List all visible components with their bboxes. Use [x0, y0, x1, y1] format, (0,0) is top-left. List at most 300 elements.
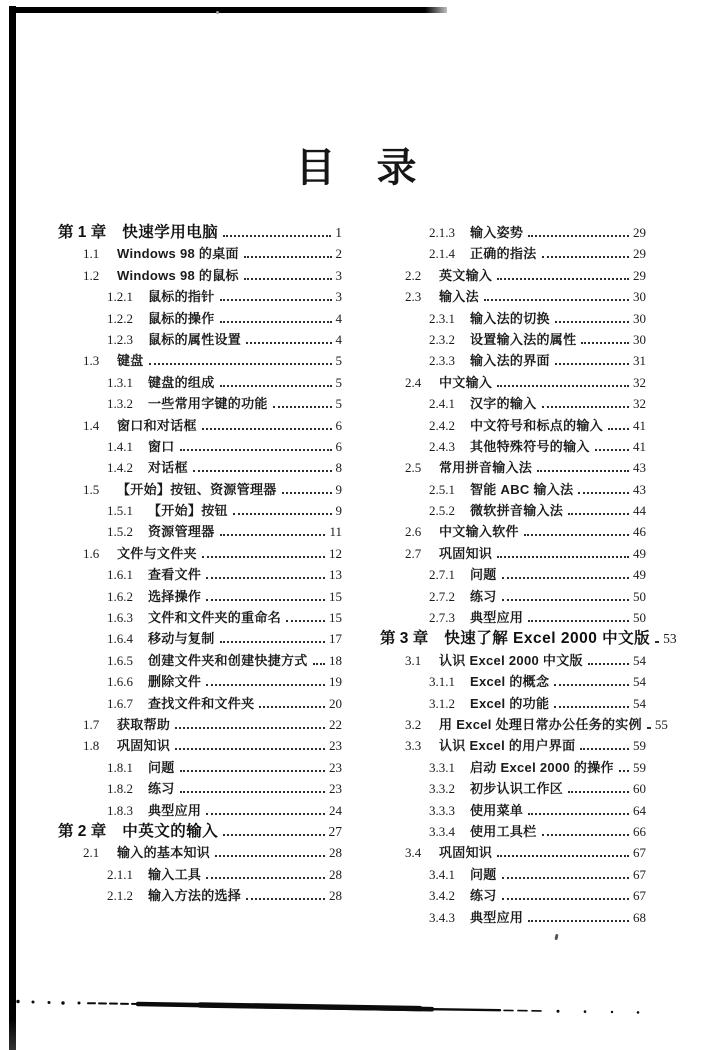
toc-entry-number: 3.3.4 — [429, 823, 455, 839]
toc-entry-number: 1.8.2 — [107, 781, 133, 797]
toc-entry-page: 1 — [335, 225, 342, 240]
toc-entry — [58, 864, 342, 885]
toc-entry — [58, 436, 342, 457]
toc-entry-page: 11 — [329, 524, 342, 540]
toc-entry-number: 1.6.5 — [107, 652, 133, 668]
toc-entry-title: 常用拼音输入法 — [439, 460, 533, 476]
toc-entry-page: 50 — [633, 588, 646, 604]
toc-entry-number: 3.3.3 — [429, 802, 455, 818]
toc-entry — [58, 735, 342, 756]
toc-entry-page: 5 — [335, 353, 342, 369]
toc-entry-number: 3.4.1 — [429, 866, 455, 882]
toc-entry-title: 鼠标的指针 — [148, 289, 215, 305]
toc-entry-title: 快速学用电脑 — [122, 224, 219, 241]
toc-entry-title: 资源管理器 — [148, 524, 215, 540]
toc-entry-page: 20 — [329, 695, 342, 711]
toc-entry — [380, 308, 646, 329]
toc-entry — [58, 586, 342, 607]
toc-entry-title: 删除文件 — [148, 674, 202, 690]
toc-entry-number: 3.4 — [405, 845, 422, 861]
toc-entry-number: 2.2 — [405, 267, 422, 283]
page-title: 目 录 — [295, 146, 418, 190]
toc-entry-title: 鼠标的操作 — [148, 310, 215, 326]
toc-entry — [380, 500, 646, 521]
toc-entry-page: 5 — [335, 396, 342, 412]
toc-entry-number: 2.5.2 — [429, 503, 455, 519]
toc-entry-number: 1.3.1 — [107, 374, 133, 390]
toc-entry-page: 50 — [633, 610, 646, 626]
toc-entry-title: 设置输入法的属性 — [470, 331, 577, 347]
toc-chapter-entry — [58, 821, 342, 842]
toc-entry-number: 2.3.1 — [429, 310, 455, 326]
toc-entry-number: 1.2.1 — [107, 289, 133, 305]
toc-entry-number: 3.4.3 — [429, 909, 455, 925]
toc-entry-number: 2.7.3 — [429, 610, 455, 626]
toc-entry-title: 练习 — [470, 588, 497, 604]
dot-leader — [180, 791, 325, 793]
toc-entry-title: 中文输入 — [439, 374, 493, 390]
toc-entry-number: 3.1.2 — [429, 695, 455, 711]
toc-entry — [380, 372, 646, 393]
dot-leader — [220, 385, 332, 387]
toc-entry-title: 问题 — [470, 567, 497, 583]
toc-entry-number: 第 3 章 — [380, 630, 429, 648]
scan-edge-top-bar — [9, 7, 447, 13]
toc-entry-number: 1.3.2 — [107, 396, 133, 412]
toc-entry-page: 30 — [633, 310, 646, 326]
toc-entry-title: Excel 的概念 — [470, 674, 550, 690]
toc-entry-title: 汉字的输入 — [470, 396, 537, 412]
toc-entry-page: 29 — [633, 267, 646, 283]
toc-entry-number: 2.1 — [83, 845, 100, 861]
dot-leader — [206, 684, 325, 686]
toc-entry-page: 28 — [329, 888, 342, 904]
toc-entry-page: 15 — [329, 610, 342, 626]
toc-entry-number: 2.5 — [405, 460, 422, 476]
toc-entry — [380, 586, 646, 607]
toc-entry-page: 5 — [335, 374, 342, 390]
toc-entry-number: 1.2.3 — [107, 331, 133, 347]
dot-leader — [244, 278, 332, 280]
toc-entry — [58, 521, 342, 542]
toc-entry-page: 68 — [633, 909, 646, 925]
toc-entry-number: 第 2 章 — [58, 822, 107, 840]
dot-leader — [655, 641, 659, 643]
toc-entry-title: 键盘的组成 — [148, 374, 215, 390]
toc-entry-number: 1.6 — [83, 545, 100, 561]
toc-entry-page: 54 — [633, 695, 646, 711]
toc-entry — [380, 714, 668, 735]
toc-entry-title: 问题 — [148, 759, 175, 775]
toc-entry-page: 32 — [633, 396, 646, 412]
toc-entry-page: 28 — [329, 845, 342, 861]
dot-leader — [244, 256, 332, 258]
toc-entry-page: 59 — [633, 738, 646, 754]
dot-leader — [273, 406, 332, 408]
toc-entry-title: 移动与复制 — [148, 631, 215, 647]
dot-leader — [542, 256, 629, 258]
toc-entry — [380, 286, 646, 307]
toc-entry-number: 2.3.2 — [429, 331, 455, 347]
dot-leader — [554, 706, 629, 708]
dot-leader — [215, 855, 325, 857]
toc-entry-page: 3 — [335, 267, 342, 283]
toc-entry-page: 3 — [335, 289, 342, 305]
toc-chapter-entry — [58, 222, 342, 243]
toc-entry-page: 6 — [335, 417, 342, 433]
toc-entry-page: 29 — [633, 246, 646, 262]
dot-leader — [202, 428, 332, 430]
toc-entry — [380, 564, 646, 585]
toc-entry-title: 选择操作 — [148, 588, 202, 604]
toc-entry-page: 29 — [633, 225, 646, 240]
toc-entry — [58, 564, 342, 585]
toc-entry-title: 文件和文件夹的重命名 — [148, 610, 282, 626]
toc-entry — [58, 543, 342, 564]
dot-leader — [206, 599, 325, 601]
dot-leader — [588, 663, 629, 665]
toc-entry-title: 典型应用 — [148, 802, 202, 818]
toc-entry-title: 初步认识工作区 — [470, 781, 564, 797]
toc-entry-page: 41 — [633, 417, 646, 433]
toc-entry — [380, 735, 646, 756]
toc-entry-number: 1.6.3 — [107, 610, 133, 626]
toc-entry-number: 1.8 — [83, 738, 100, 754]
scan-speck — [216, 11, 219, 14]
toc-entry-title: 快速了解 Excel 2000 中文版 — [444, 630, 651, 648]
toc-entry-title: 对话框 — [148, 460, 188, 476]
toc-entry-page: 67 — [633, 845, 646, 861]
toc-entry — [58, 800, 342, 821]
toc-entry-page: 67 — [633, 866, 646, 882]
toc-entry-number: 1.6.6 — [107, 674, 133, 690]
dot-leader — [193, 470, 332, 472]
toc-entry — [58, 885, 342, 906]
toc-entry-page: 8 — [335, 460, 342, 476]
toc-entry-number: 1.3 — [83, 353, 100, 369]
dot-leader — [484, 299, 629, 301]
toc-entry-number: 2.1.3 — [429, 225, 455, 240]
toc-entry — [380, 350, 646, 371]
toc-entry-number: 3.3.2 — [429, 781, 455, 797]
dot-leader — [647, 727, 651, 729]
toc-entry — [380, 800, 646, 821]
toc-entry — [58, 308, 342, 329]
toc-entry — [380, 842, 646, 863]
toc-entry-page: 55 — [654, 716, 668, 732]
toc-entry-title: 中文输入软件 — [439, 524, 519, 540]
dot-leader — [555, 321, 629, 323]
toc-entry-page: 41 — [633, 438, 646, 454]
toc-entry-number: 2.1.4 — [429, 246, 455, 262]
toc-chapter-entry — [380, 628, 677, 649]
dot-leader — [568, 791, 629, 793]
toc-entry-page: 53 — [663, 631, 677, 647]
toc-entry — [380, 265, 646, 286]
toc-entry-number: 2.6 — [405, 524, 422, 540]
toc-entry-number: 1.7 — [83, 716, 100, 732]
toc-entry-page: 22 — [329, 716, 342, 732]
toc-column-left — [58, 222, 342, 907]
toc-entry-page: 59 — [633, 759, 646, 775]
dot-leader — [595, 449, 629, 451]
dot-leader — [619, 770, 629, 772]
toc-entry — [58, 650, 342, 671]
toc-entry-title: 使用工具栏 — [470, 823, 537, 839]
toc-entry-page: 2 — [335, 246, 342, 262]
toc-entry — [58, 757, 342, 778]
toc-entry-title: 练习 — [148, 781, 175, 797]
dot-leader — [282, 492, 332, 494]
toc-entry-title: 正确的指法 — [470, 246, 537, 262]
toc-entry-title: 使用菜单 — [470, 802, 524, 818]
dot-leader — [578, 492, 629, 494]
toc-entry-page: 54 — [633, 652, 646, 668]
toc-entry-number: 1.4.2 — [107, 460, 133, 476]
toc-entry-number: 2.4.1 — [429, 396, 455, 412]
toc-entry-number: 2.7 — [405, 545, 422, 561]
toc-entry-title: 输入法的切换 — [470, 310, 550, 326]
toc-entry-page: 60 — [633, 781, 646, 797]
toc-entry-number: 1.5 — [83, 481, 100, 497]
dot-leader — [175, 727, 325, 729]
toc-entry-number: 1.6.7 — [107, 695, 133, 711]
dot-leader — [223, 235, 331, 237]
toc-entry-title: 输入法的界面 — [470, 353, 550, 369]
dot-leader — [220, 321, 332, 323]
toc-entry-page: 30 — [633, 331, 646, 347]
dot-leader — [175, 748, 325, 750]
dot-leader — [206, 877, 325, 879]
toc-entry-title: 巩固知识 — [439, 545, 493, 561]
toc-entry-number: 3.1 — [405, 652, 422, 668]
toc-entry-number: 1.2.2 — [107, 310, 133, 326]
toc-entry-page: 43 — [633, 460, 646, 476]
toc-entry-page: 49 — [633, 567, 646, 583]
toc-entry — [380, 907, 646, 928]
toc-entry-page: 23 — [329, 759, 342, 775]
toc-entry — [380, 329, 646, 350]
toc-entry-page: 31 — [633, 353, 646, 369]
toc-entry-page: 44 — [633, 503, 646, 519]
toc-entry-number: 3.2 — [405, 716, 422, 732]
toc-entry — [58, 457, 342, 478]
toc-entry-number: 2.1.1 — [107, 866, 133, 882]
toc-entry — [380, 671, 646, 692]
toc-entry-page: 28 — [329, 866, 342, 882]
toc-entry-title: 查看文件 — [148, 567, 202, 583]
toc-entry-page: 64 — [633, 802, 646, 818]
toc-entry-number: 2.4.3 — [429, 438, 455, 454]
toc-entry-title: 智能 ABC 输入法 — [470, 481, 574, 497]
toc-entry-title: 【开始】按钮 — [148, 503, 228, 519]
toc-entry-page: 9 — [335, 481, 342, 497]
toc-entry-page: 46 — [633, 524, 646, 540]
toc-entry — [58, 778, 342, 799]
toc-entry — [380, 693, 646, 714]
toc-entry-page: 12 — [329, 545, 342, 561]
toc-entry — [380, 436, 646, 457]
toc-entry-number: 2.4 — [405, 374, 422, 390]
toc-entry-page: 27 — [328, 823, 342, 839]
toc-entry-page: 9 — [335, 503, 342, 519]
toc-entry-page: 49 — [633, 545, 646, 561]
toc-entry — [58, 415, 342, 436]
toc-entry-number: 2.4.2 — [429, 417, 455, 433]
dot-leader — [223, 834, 324, 836]
dot-leader — [497, 855, 629, 857]
toc-entry-title: 典型应用 — [470, 909, 524, 925]
dot-leader — [528, 920, 629, 922]
toc-entry-title: 输入法 — [439, 289, 479, 305]
toc-entry-title: 创建文件夹和创建快捷方式 — [148, 652, 308, 668]
toc-entry — [58, 350, 342, 371]
dot-leader — [497, 556, 629, 558]
dot-leader — [233, 513, 332, 515]
toc-entry-page: 17 — [329, 631, 342, 647]
toc-entry-number: 第 1 章 — [58, 224, 107, 241]
toc-entry-page: 30 — [633, 289, 646, 305]
toc-entry — [58, 714, 342, 735]
toc-entry — [380, 543, 646, 564]
dot-leader — [502, 877, 629, 879]
dot-leader — [220, 641, 325, 643]
dot-leader — [568, 513, 629, 515]
toc-entry-title: 输入方法的选择 — [148, 888, 242, 904]
toc-entry-title: 英文输入 — [439, 267, 493, 283]
toc-entry-title: Excel 的功能 — [470, 695, 550, 711]
toc-entry — [58, 693, 342, 714]
toc-entry-number: 2.3.3 — [429, 353, 455, 369]
toc-entry-page: 24 — [329, 802, 342, 818]
dot-leader — [581, 342, 629, 344]
toc-entry-title: 问题 — [470, 866, 497, 882]
toc-entry — [58, 393, 342, 414]
toc-entry-number: 1.6.4 — [107, 631, 133, 647]
dot-leader — [220, 534, 326, 536]
dot-leader — [180, 770, 325, 772]
dot-leader — [220, 299, 332, 301]
toc-entry-number: 3.3.1 — [429, 759, 455, 775]
toc-entry — [58, 607, 342, 628]
toc-entry-number: 1.5.1 — [107, 503, 133, 519]
dot-leader — [246, 342, 331, 344]
toc-entry-page: 23 — [329, 738, 342, 754]
toc-entry-title: 巩固知识 — [439, 845, 493, 861]
toc-entry-title: Windows 98 的桌面 — [117, 246, 239, 262]
toc-entry-page: 43 — [633, 481, 646, 497]
dot-leader — [149, 363, 332, 365]
toc-entry-page: 32 — [633, 374, 646, 390]
toc-entry-title: 微软拼音输入法 — [470, 503, 564, 519]
toc-entry-title: 其他特殊符号的输入 — [470, 438, 590, 454]
dot-leader — [528, 235, 629, 237]
toc-entry-title: 查找文件和文件夹 — [148, 695, 255, 711]
toc-entry-title: 文件与文件夹 — [117, 545, 197, 561]
dot-leader — [580, 748, 629, 750]
toc-entry — [58, 265, 342, 286]
toc-entry — [58, 628, 342, 649]
toc-column-right — [380, 222, 677, 928]
toc-entry-number: 2.7.1 — [429, 567, 455, 583]
dot-leader — [528, 620, 629, 622]
toc-entry — [380, 457, 646, 478]
dot-leader — [206, 577, 325, 579]
toc-entry-number: 1.1 — [83, 246, 100, 262]
toc-entry-title: 获取帮助 — [117, 716, 171, 732]
toc-entry-title: 认识 Excel 的用户界面 — [439, 738, 576, 754]
toc-entry-title: 中文符号和标点的输入 — [470, 417, 604, 433]
dot-leader — [608, 428, 629, 430]
toc-entry-page: 66 — [633, 823, 646, 839]
toc-entry — [380, 415, 646, 436]
toc-entry-title: 键盘 — [117, 353, 144, 369]
toc-entry — [380, 778, 646, 799]
toc-entry-number: 1.6.1 — [107, 567, 133, 583]
toc-entry-number: 1.4 — [83, 417, 100, 433]
toc-entry — [380, 607, 646, 628]
toc-entry-title: Windows 98 的鼠标 — [117, 267, 239, 283]
toc-entry — [380, 821, 646, 842]
toc-entry-number: 3.1.1 — [429, 674, 455, 690]
toc-entry-number: 2.5.1 — [429, 481, 455, 497]
dot-leader — [313, 663, 325, 665]
toc-entry-number: 1.6.2 — [107, 588, 133, 604]
dot-leader — [286, 620, 325, 622]
dot-leader — [542, 834, 629, 836]
toc-entry-title: 鼠标的属性设置 — [148, 331, 242, 347]
toc-entry — [380, 479, 646, 500]
dot-leader — [246, 898, 325, 900]
toc-entry — [380, 650, 646, 671]
dot-leader — [202, 556, 325, 558]
toc-entry — [380, 243, 646, 264]
toc-entry-title: 输入姿势 — [470, 225, 524, 240]
toc-entry — [58, 243, 342, 264]
scan-speck — [554, 934, 558, 940]
dot-leader — [502, 599, 629, 601]
dot-leader — [502, 898, 629, 900]
toc-entry-page: 18 — [329, 652, 342, 668]
dot-leader — [555, 363, 629, 365]
toc-entry-page: 67 — [633, 888, 646, 904]
toc-entry-title: 练习 — [470, 888, 497, 904]
dot-leader — [206, 813, 325, 815]
dot-leader — [497, 385, 629, 387]
dot-leader — [497, 278, 629, 280]
toc-entry — [58, 372, 342, 393]
toc-entry-title: 输入的基本知识 — [117, 845, 211, 861]
toc-entry — [380, 393, 646, 414]
toc-entry-number: 1.4.1 — [107, 438, 133, 454]
toc-entry-title: 中英文的输入 — [122, 822, 219, 840]
toc-entry-page: 4 — [335, 310, 342, 326]
toc-entry-title: 认识 Excel 2000 中文版 — [439, 652, 583, 668]
toc-entry-page: 54 — [633, 674, 646, 690]
toc-entry-page: 15 — [329, 588, 342, 604]
dot-leader — [502, 577, 629, 579]
toc-entry-title: 【开始】按钮、资源管理器 — [117, 481, 277, 497]
toc-entry-number: 1.8.1 — [107, 759, 133, 775]
toc-entry-title: 用 Excel 处理日常办公任务的实例 — [439, 716, 642, 732]
toc-entry-number: 3.3 — [405, 738, 422, 754]
toc-entry-title: 典型应用 — [470, 610, 524, 626]
toc-entry-page: 19 — [329, 674, 342, 690]
toc-entry-title: 启动 Excel 2000 的操作 — [470, 759, 614, 775]
toc-entry — [58, 329, 342, 350]
toc-entry — [58, 671, 342, 692]
toc-entry — [58, 842, 342, 863]
